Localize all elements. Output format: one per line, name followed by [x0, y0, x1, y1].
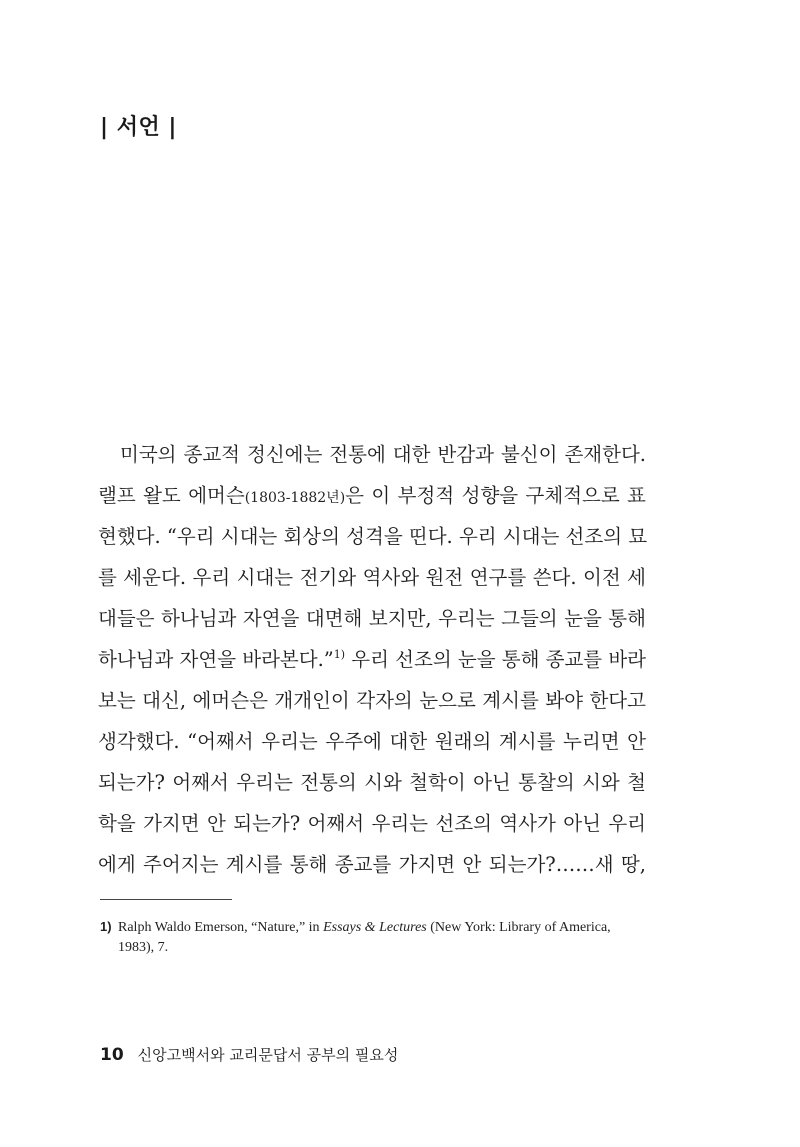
- body-line: 보는 대신, 에머슨은 개개인이 각자의 눈으로 계시를 봐야 한다고: [98, 689, 646, 712]
- body-text-segment: 우리 선조의 눈을 통해 종교를 바라: [345, 648, 646, 671]
- body-text-segment: 은 이 부정적 성향을 구체적으로 표: [345, 484, 646, 507]
- body-line: 현했다. “우리 시대는 회상의 성격을 띤다. 우리 시대는 선조의 묘: [98, 525, 648, 548]
- body-line: 생각했다. “어째서 우리는 우주에 대한 원래의 계시를 누리면 안: [98, 730, 646, 753]
- body-line: 되는가? 어째서 우리는 전통의 시와 철학이 아닌 통찰의 시와 철: [98, 771, 646, 794]
- body-line: [98, 475, 646, 516]
- body-line: 미국의 종교적 정신에는 전통에 대한 반감과 불신이 존재한다.: [120, 443, 646, 466]
- body-line: 에게 주어지는 계시를 통해 종교를 가지면 안 되는가?……새 땅,: [98, 853, 646, 876]
- body-text-segment: 하나님과 자연을 바라본다.”: [98, 648, 334, 671]
- footnote-text: (New York: Library of America,: [426, 920, 611, 935]
- running-title: 신앙고백서와 교리문답서 공부의 필요성: [137, 1046, 399, 1064]
- page-number: 10: [100, 1045, 124, 1065]
- emerson-dates: (1803-1882년): [244, 490, 346, 506]
- footnote: [100, 917, 640, 958]
- body-line: 를 세운다. 우리 시대는 전기와 역사와 원전 연구를 쓴다. 이전 세: [98, 566, 646, 589]
- chapter-heading: | 서언 |: [100, 115, 177, 140]
- footnote-number: 1): [100, 919, 112, 934]
- body-line: [98, 639, 646, 680]
- footnote-line: [100, 917, 640, 938]
- footnote-book-title: Essays & Lectures: [323, 920, 427, 935]
- page-footer: [100, 1044, 398, 1065]
- footnote-reference[interactable]: 1): [333, 648, 346, 661]
- footnote-text: Ralph Waldo Emerson, “Nature,” in: [118, 920, 324, 935]
- body-line: 학을 가지면 안 되는가? 어째서 우리는 선조의 역사가 아닌 우리: [98, 812, 646, 835]
- body-line: 대들은 하나님과 자연을 대면해 보지만, 우리는 그들의 눈을 통해: [98, 607, 646, 630]
- footnote-line: 1983), 7.: [118, 940, 169, 955]
- footnote-divider: [100, 899, 232, 900]
- body-paragraph: [98, 434, 646, 885]
- body-text-segment: 랠프 왈도 에머슨: [98, 484, 245, 507]
